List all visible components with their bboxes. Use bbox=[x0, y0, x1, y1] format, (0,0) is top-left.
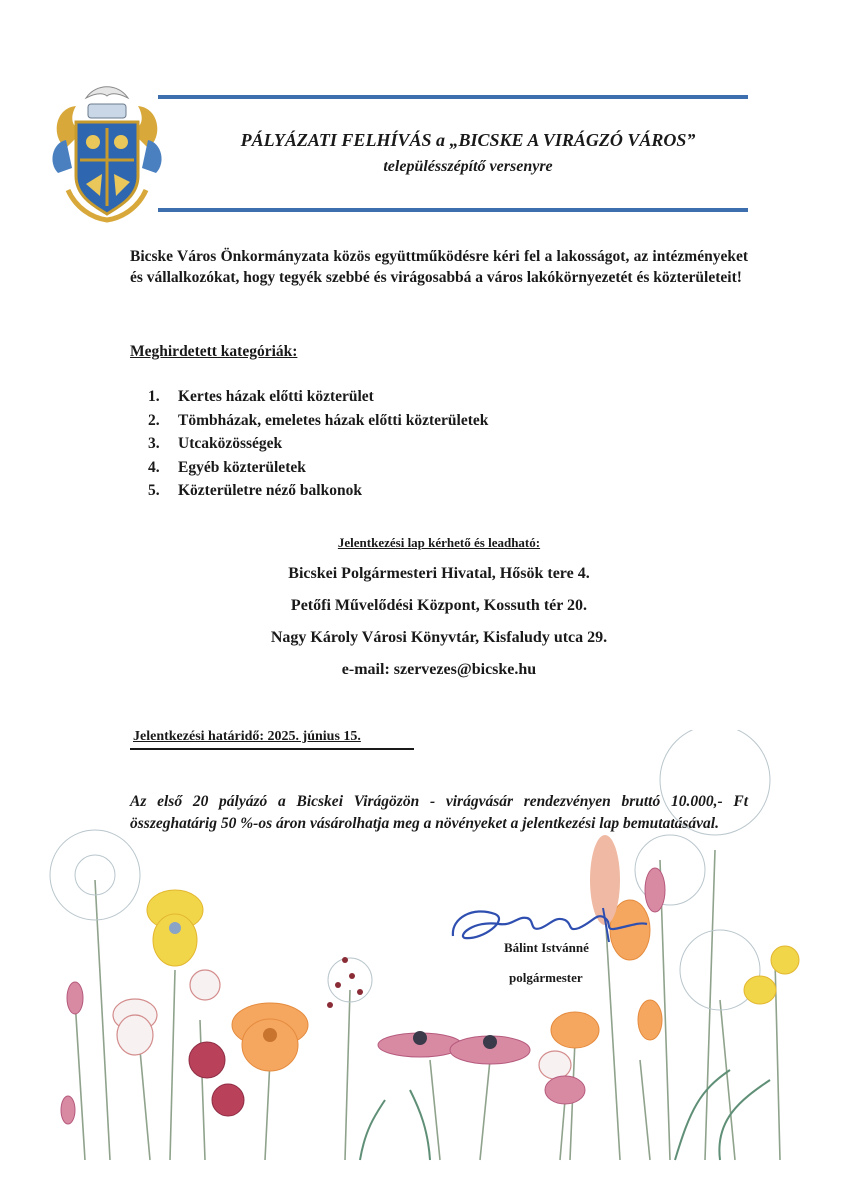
list-item-label: Tömbházak, emeletes házak előtti közterületek bbox=[178, 411, 489, 429]
header-top-rule bbox=[158, 95, 748, 99]
list-item bbox=[148, 432, 488, 456]
list-item bbox=[148, 385, 488, 409]
address-mayors-office: Bicskei Polgármesteri Hivatal, Hősök tere 4. bbox=[288, 565, 590, 582]
contact-email: e-mail: szervezes@bicske.hu bbox=[341, 661, 537, 678]
categories-list bbox=[148, 385, 488, 503]
list-item bbox=[148, 456, 488, 480]
signatory-role: polgármester bbox=[509, 970, 583, 985]
header-bottom-rule bbox=[158, 208, 748, 212]
deadline-text: Jelentkezési határidő: 2025. június 15. bbox=[133, 729, 361, 744]
coat-of-arms-icon bbox=[46, 78, 168, 224]
list-item-label: Kertes házak előtti közterület bbox=[178, 388, 374, 405]
signatory-name: Bálint Istvánné bbox=[504, 940, 589, 955]
application-heading: Jelentkezési lap kérhető és leadható: bbox=[337, 535, 541, 550]
list-item-label: Utcaközösségek bbox=[178, 435, 283, 452]
list-item-number: 3. bbox=[148, 435, 160, 452]
address-library: Nagy Károly Városi Könyvtár, Kisfaludy utca 29. bbox=[270, 629, 608, 646]
list-item-label: Egyéb közterületek bbox=[178, 458, 306, 476]
categories-heading: Meghirdetett kategóriák: bbox=[130, 343, 298, 360]
list-item-label: Közterületre néző balkonok bbox=[178, 482, 362, 499]
list-item-number: 5. bbox=[148, 482, 160, 499]
list-item bbox=[148, 409, 488, 433]
list-item-number: 1. bbox=[148, 388, 160, 405]
document-subtitle: településszépítő versenyre bbox=[383, 158, 553, 175]
address-cultural-center: Petőfi Művelődési Központ, Kossuth tér 20. bbox=[290, 597, 588, 614]
document-title: PÁLYÁZATI FELHÍVÁS a „BICSKE A VIRÁGZÓ VÁROS” bbox=[240, 130, 696, 150]
offer-paragraph: Az első 20 pályázó a Bicskei Virágözön - virágvásár rendezvényen bruttó 10.000,- Ft összeghatárig 50 %-os áron vásárolhatja meg a növényeket a jelentkezési lap bemutatásával. bbox=[130, 793, 748, 832]
intro-paragraph: Bicske Város Önkormányzata közös együttműködésre kéri fel a lakosságot, az intézményeket és vállalkozókat, hogy tegyék szebbé és virágosabbá a város lakókörnyezetét és közterületeit! bbox=[130, 248, 748, 286]
list-item bbox=[148, 479, 488, 503]
list-item-number: 2. bbox=[148, 411, 160, 429]
flower-illustration bbox=[0, 730, 848, 1200]
list-item-number: 4. bbox=[148, 458, 160, 476]
